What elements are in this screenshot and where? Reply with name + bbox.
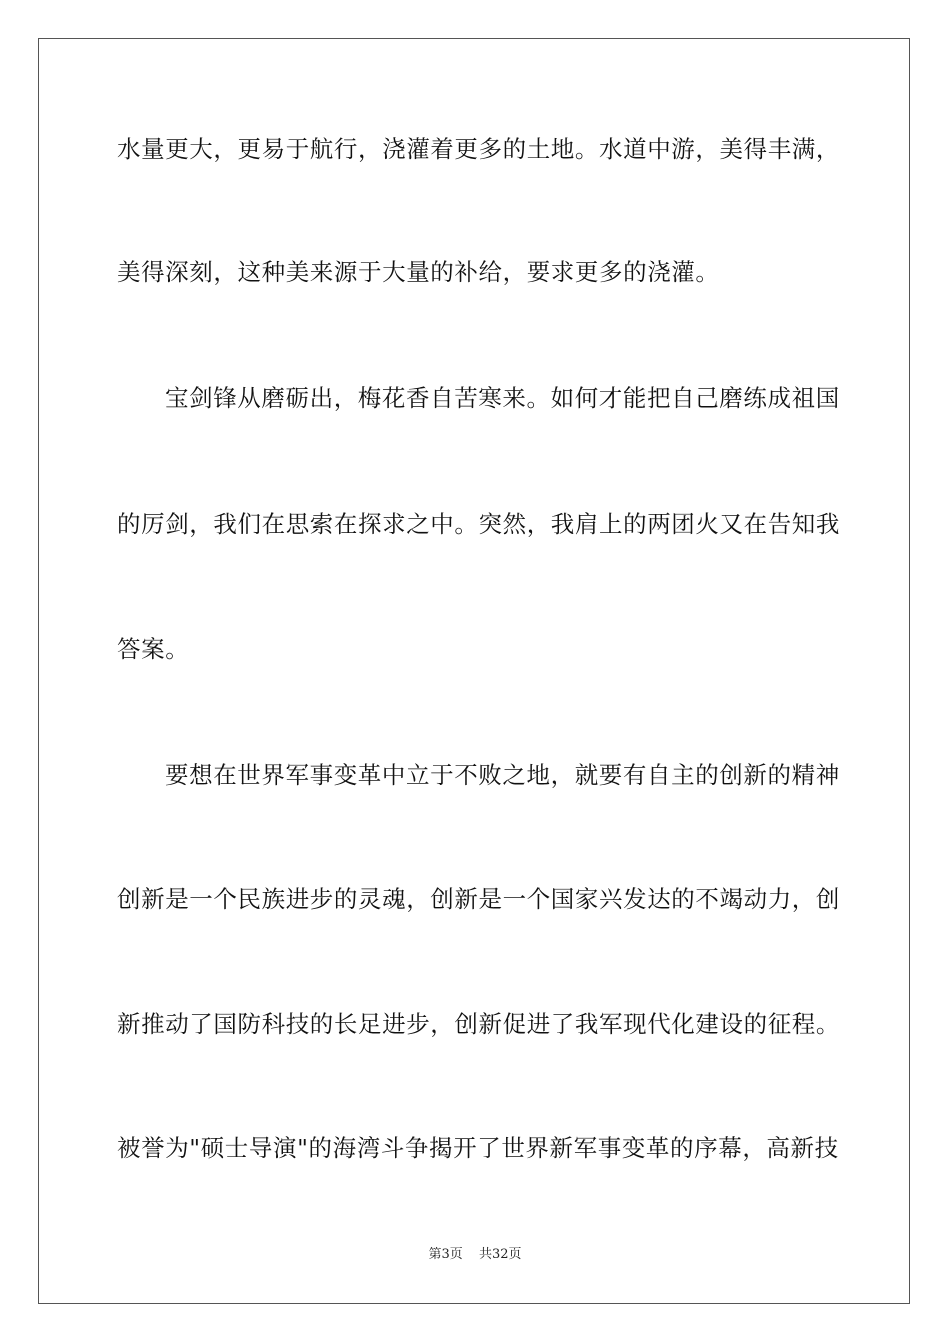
text-line: 新推动了国防科技的长足进步，创新促进了我军现代化建设的征程。: [117, 1010, 840, 1038]
page-total: 共32页: [478, 1247, 522, 1262]
page-number: 第3页: [428, 1247, 463, 1262]
page-border: [38, 38, 910, 1304]
text-line: 答案。: [117, 635, 190, 663]
text-line: 美得深刻，这种美来源于大量的补给，要求更多的浇灌。: [117, 258, 720, 286]
text-line: 水量更大，更易于航行，浇灌着更多的土地。水道中游，美得丰满，: [117, 135, 840, 163]
text-line: 要想在世界军事变革中立于不败之地，就要有自主的创新的精神: [165, 761, 840, 789]
text-line: 被誉为"硕士导演"的海湾斗争揭开了世界新军事变革的序幕，高新技: [117, 1134, 839, 1162]
page-footer: [0, 1246, 950, 1264]
text-line: 创新是一个民族进步的灵魂，创新是一个国家兴发达的不竭动力，创: [117, 885, 840, 913]
text-line: 宝剑锋从磨砺出，梅花香自苦寒来。如何才能把自己磨练成祖国: [165, 384, 840, 412]
text-line: 的厉剑，我们在思索在探求之中。突然，我肩上的两团火又在告知我: [117, 510, 840, 538]
